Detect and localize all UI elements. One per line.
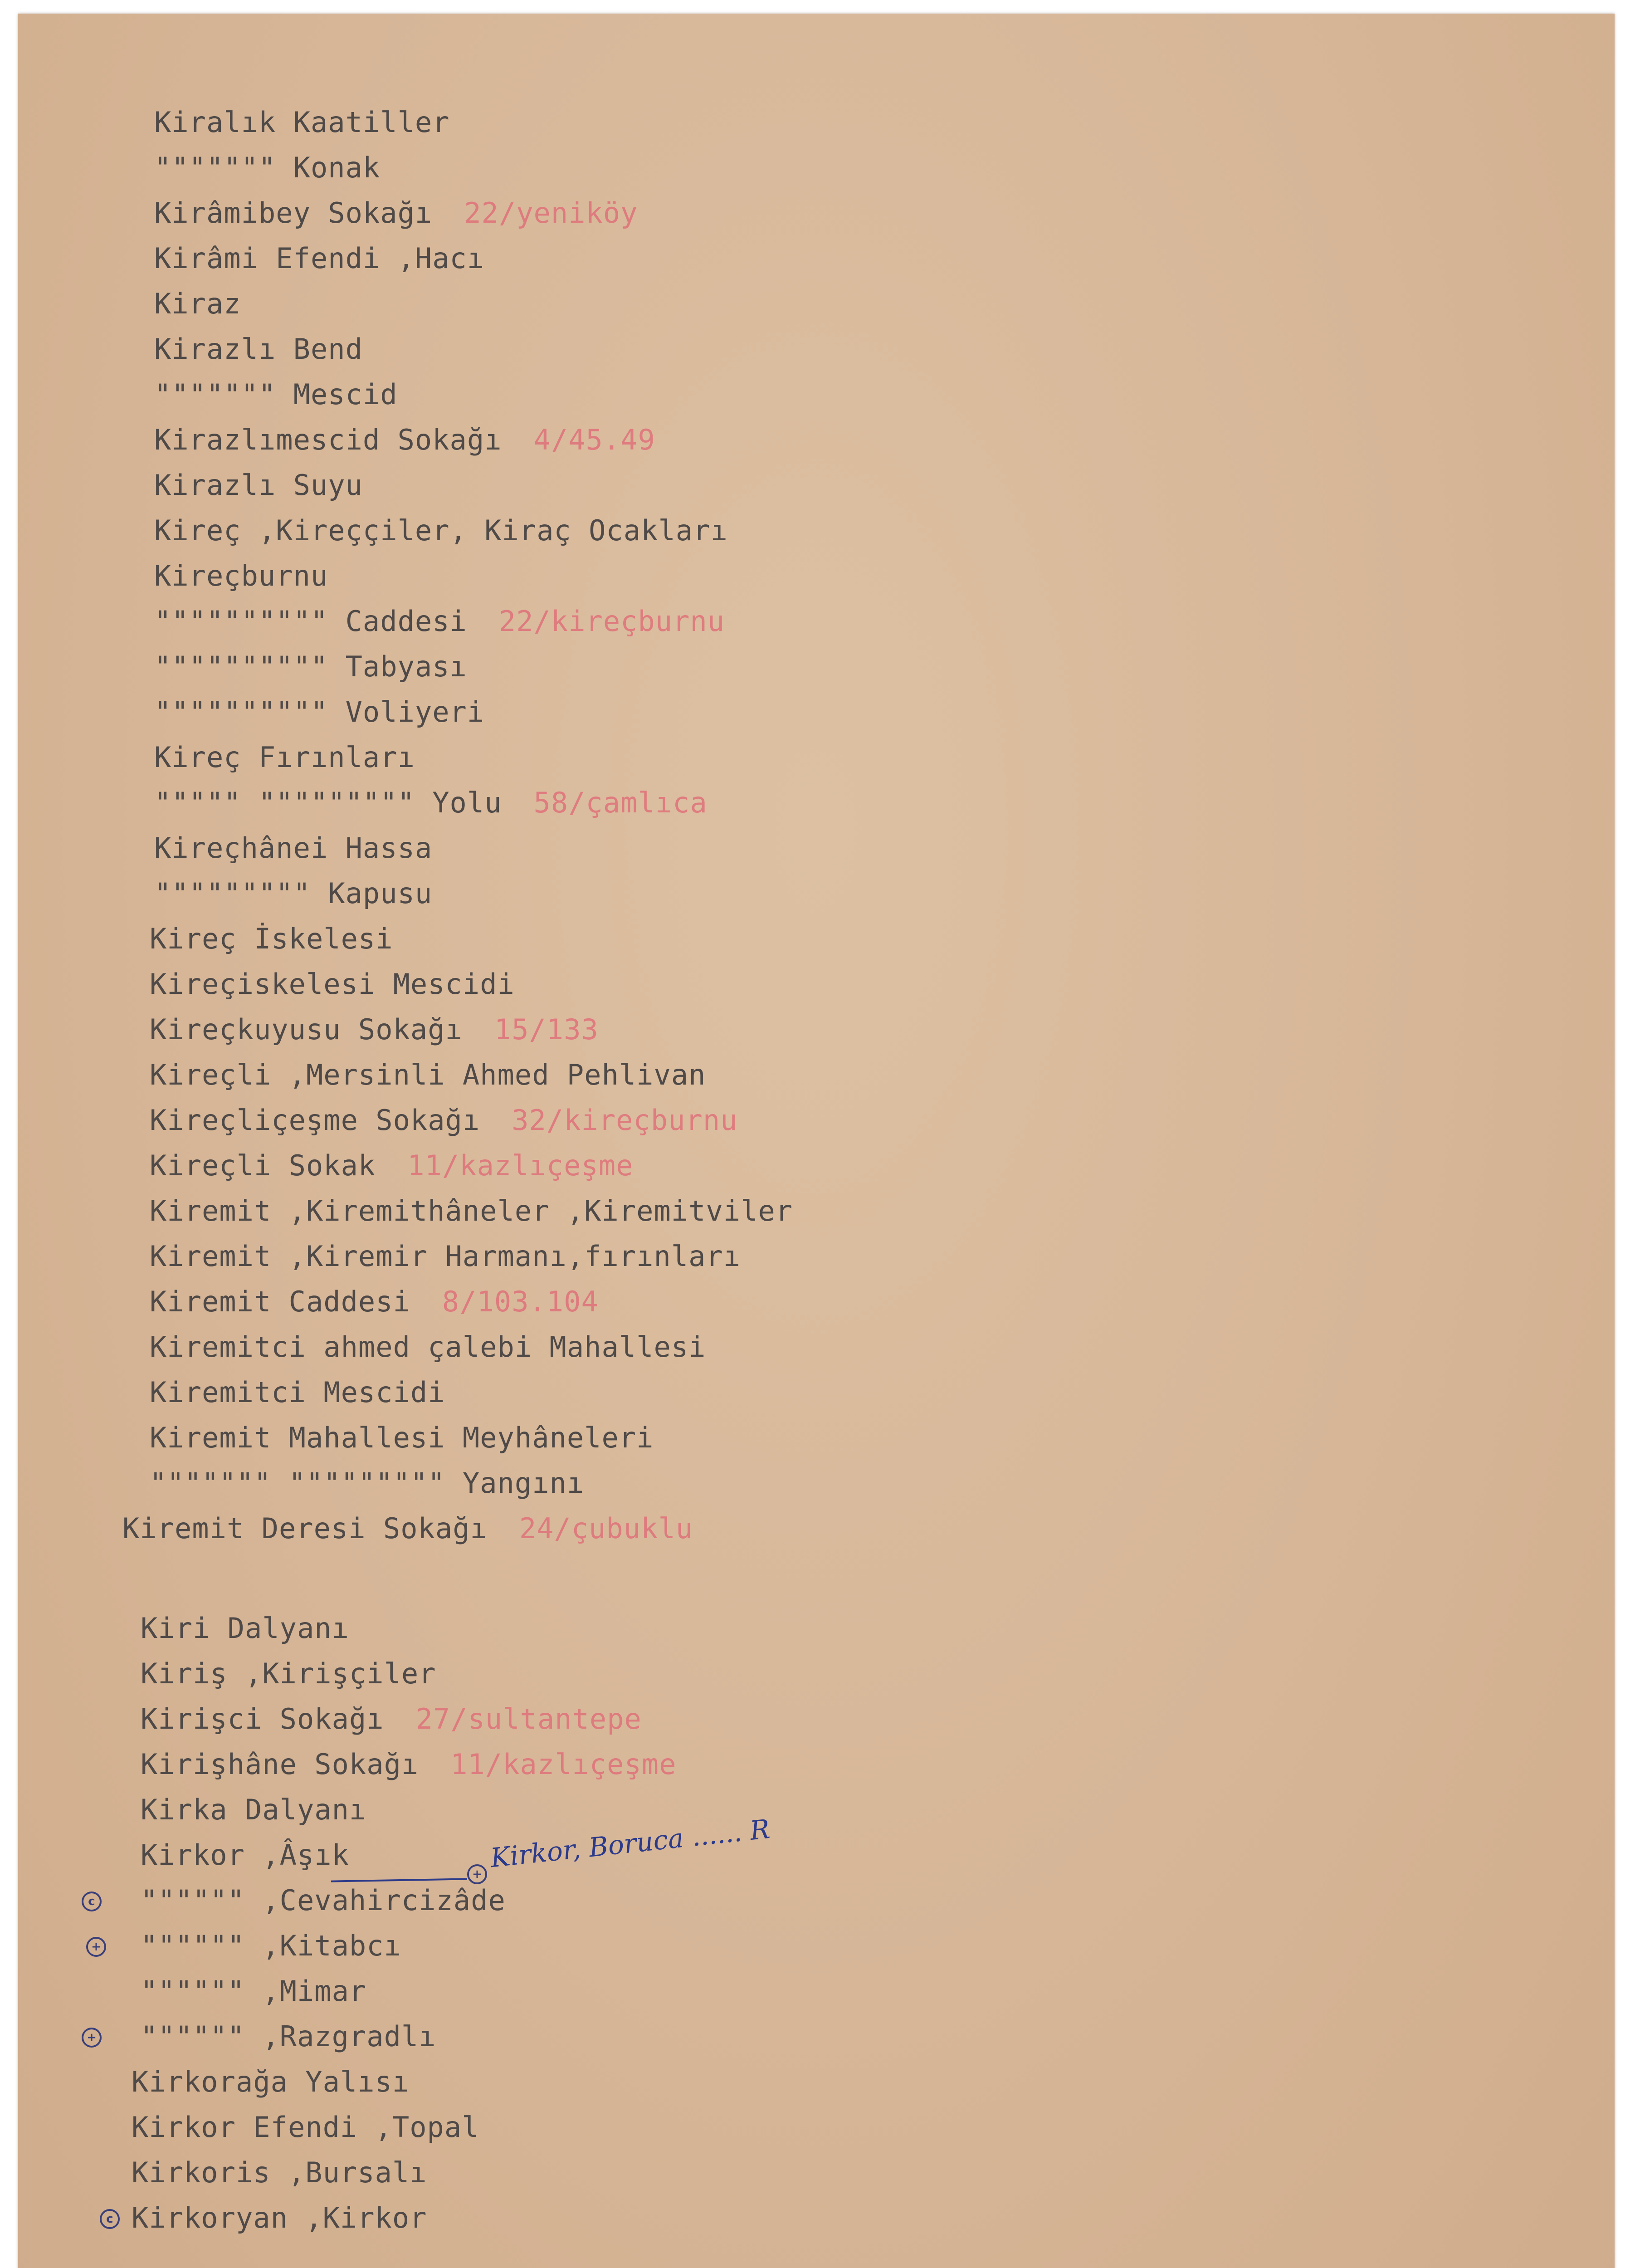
entry-line: Kirazlı Bend xyxy=(154,332,363,366)
entry-line: Kirâmibey Sokağı 22/yeniköy xyxy=(154,196,638,230)
entry-line: Kiremitci Mescidi xyxy=(150,1376,445,1409)
entry-line: Kireç Fırınları xyxy=(154,741,415,774)
entry-line: Kireçli ,Mersinli Ahmed Pehlivan xyxy=(150,1058,706,1091)
entry-line: """"" """"""""" Yolu 58/çamlıca xyxy=(154,786,708,819)
entry-line: Kirazlımescid Sokağı 4/45.49 xyxy=(154,423,655,456)
entry-line: Kiri Dalyanı xyxy=(141,1612,349,1645)
entry-line: Kirkor ,Âşık xyxy=(141,1838,349,1872)
entry-line: """""" ,Razgradlı xyxy=(141,2020,436,2053)
entry-line: Kiremit ,Kiremithâneler ,Kiremitviler xyxy=(150,1194,793,1227)
entry-reference: 24/çubuklu xyxy=(519,1512,693,1545)
entry-line: """""" ,Kitabcı xyxy=(141,1929,401,1962)
entry-line: Kiralık Kaatiller xyxy=(154,106,450,139)
entry-line: Kirişhâne Sokağı 11/kazlıçeşme xyxy=(141,1748,677,1781)
handwritten-note: Kirkor, Boruca ...... R xyxy=(489,1813,771,1874)
entry-reference: 22/yeniköy xyxy=(464,196,638,230)
circled-plus-mark-icon: + xyxy=(86,1937,106,1957)
entry-line: Kiremit Caddesi 8/103.104 xyxy=(150,1285,599,1318)
entry-line: Kireçburnu xyxy=(154,559,328,592)
entry-line: Kirkoris ,Bursalı xyxy=(132,2156,427,2189)
entry-reference: 15/133 xyxy=(494,1013,599,1046)
entry-reference: 32/kireçburnu xyxy=(512,1104,738,1137)
entry-line: Kireçkuyusu Sokağı 15/133 xyxy=(150,1013,599,1046)
entry-line: Kirka Dalyanı xyxy=(141,1793,367,1826)
entry-line: """""" ,Mimar xyxy=(141,1975,367,2008)
index-card-sheet xyxy=(18,14,1615,2268)
entry-line: """""" ,Cevahircizâde xyxy=(141,1884,506,1917)
entry-line: """"""" """"""""" Yangını xyxy=(150,1466,585,1500)
entry-line: """""""""" Voliyeri xyxy=(154,695,485,728)
entry-line: Kireçiskelesi Mescidi xyxy=(150,968,515,1001)
entry-reference: 4/45.49 xyxy=(533,423,655,456)
entry-reference: 58/çamlıca xyxy=(533,786,708,819)
entry-line: """""""""" Tabyası xyxy=(154,650,467,683)
circled-c-mark-icon: c xyxy=(100,2209,120,2229)
entry-line: Kiremit Deresi Sokağı 24/çubuklu xyxy=(122,1512,693,1545)
circled-c-mark-icon: c xyxy=(82,1892,102,1911)
entry-line: """"""""" Kapusu xyxy=(154,877,433,910)
entry-line: Kirkoryan ,Kirkor xyxy=(132,2201,427,2234)
entry-line: """"""" Mescid xyxy=(154,378,398,411)
entry-reference: 11/kazlıçeşme xyxy=(450,1748,677,1781)
entry-line: """""""""" Caddesi 22/kireçburnu xyxy=(154,605,725,638)
entry-line: Kirişci Sokağı 27/sultantepe xyxy=(141,1702,642,1735)
entry-line: """"""" Konak xyxy=(154,151,381,184)
entry-line: Kireçhânei Hassa xyxy=(154,831,433,865)
entry-line: Kiriş ,Kirişçiler xyxy=(141,1657,436,1690)
entry-line: Kirazlı Suyu xyxy=(154,469,363,502)
entry-reference: 11/kazlıçeşme xyxy=(407,1149,634,1182)
entry-line: Kireç ,Kireççiler, Kiraç Ocakları xyxy=(154,514,728,547)
entries-list xyxy=(18,14,1615,2268)
entry-line: Kireçliçeşme Sokağı 32/kireçburnu xyxy=(150,1104,738,1137)
entry-reference: 27/sultantepe xyxy=(415,1702,642,1735)
circled-plus-mark-icon: + xyxy=(467,1864,487,1884)
entry-line: Kireçli Sokak 11/kazlıçeşme xyxy=(150,1149,634,1182)
entry-line: Kiremit ,Kiremir Harmanı,fırınları xyxy=(150,1240,741,1273)
entry-reference: 8/103.104 xyxy=(442,1285,599,1318)
circled-plus-mark-icon: + xyxy=(82,2028,102,2048)
entry-line: Kirkorağa Yalısı xyxy=(132,2065,410,2098)
entry-line: Kirâmi Efendi ,Hacı xyxy=(154,242,485,275)
entry-line: Kiraz xyxy=(154,287,241,320)
entry-reference: 22/kireçburnu xyxy=(498,605,725,638)
entry-line: Kireç İskelesi xyxy=(150,922,393,955)
entry-line: Kiremit Mahallesi Meyhâneleri xyxy=(150,1421,654,1454)
entry-line: Kirkor Efendi ,Topal xyxy=(132,2111,479,2144)
entry-line: Kiremitci ahmed çalebi Mahallesi xyxy=(150,1330,706,1364)
